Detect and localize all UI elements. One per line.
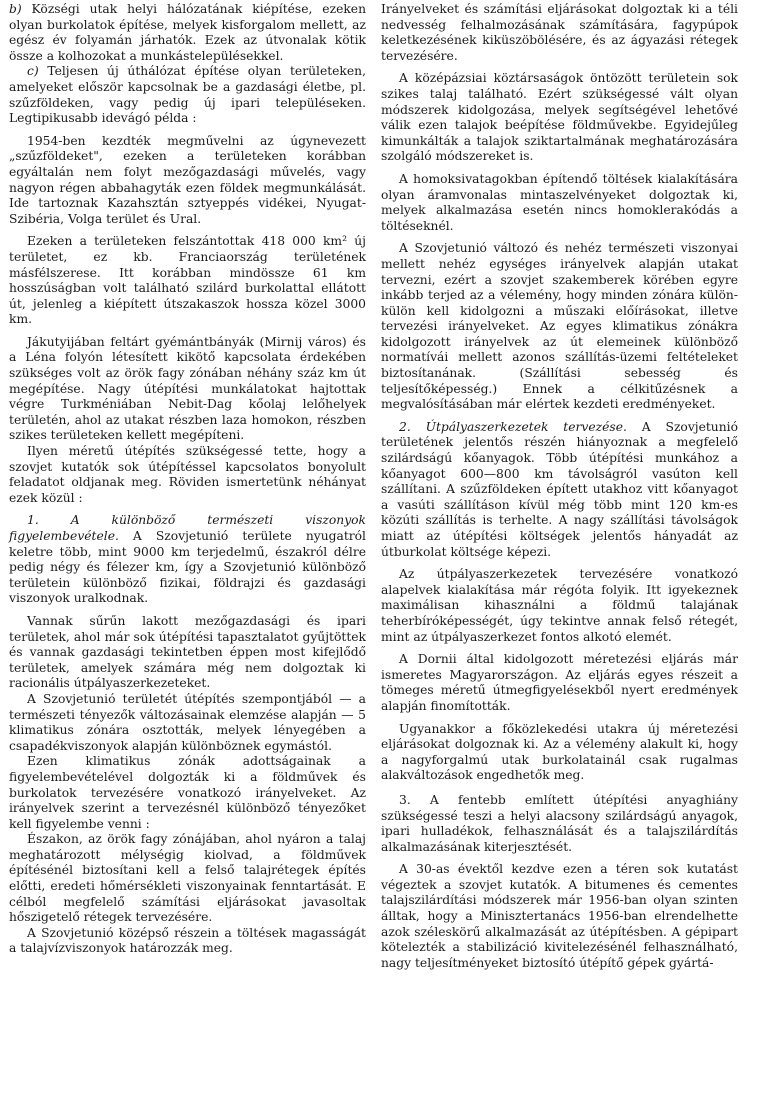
paragraph: Ugyanakkor a főközlekedési utakra új méretezési eljárásokat dolgoznak ki. Az a vélemény alakult ki, hogy a nagyforgalmú utak burkolatainál csak rugalmas alakváltozások engedhetők meg. [381,721,738,783]
paragraph: A Dornii által kidolgozott méretezési eljárás már ismeretes Magyarországon. Az eljárás egyes részeit a tömeges méretű útmegfigyelésekből nyert eredmények alapján finomították. [381,652,738,713]
paragraph: Az útpályaszerkezetek tervezésére vonatkozó alapelvek kialakítása már régóta folyik. Itt igyekeznek maximálisan kihasználni a földmű talajának teherbíróképességét, úgy tekintve annak felső rétegét, mint az útpályaszerkezet fontos alkotó elemét. [381,567,738,644]
paragraph: A középázsiai köztársaságok öntözött területein sok szikes talaj található. Ezért szükségessé vált olyan módszerek kidolgozása, melyek segítségével lehetővé válik ezen talajok beépítése földművekbe. Egyidejűleg kimunkálták a talajok sziktartalmának meghatározására szolgáló módszereket is. [381,71,738,164]
right-column [381,2,738,1094]
paragraph: Ezeken a területeken felszántottak 418 000 km² új területet, ez kb. Franciaország területének másfélszerese. Itt korábban mindössze 61 km hosszúságban volt található szilárd burkolattal ellátott út, jelenleg a kiépített útszakaszok hossza közel 3000 km. [9,234,366,327]
paragraph: Ilyen méretű útépítés szükségessé tette, hogy a szovjet kutatók sok útépítéssel kapcsolatos bonyolult feladatot oldjanak meg. Röviden ismertetünk néhányat ezek közül : [9,444,366,505]
section-heading: 1. A különböző természeti viszonyok figyelembevétele. [9,513,366,543]
paragraph: c) Teljesen új úthálózat építése olyan területeken, amelyeket először kapcsolnak be a gazdasági életbe, pl. szűzföldeken, vagy pedig új ipari településeken. Legtipikusabb idevágó példa : [9,64,366,126]
paragraph: Vannak sűrűn lakott mezőgazdasági és ipari területek, ahol már sok útépítési tapasztalatot gyűjtöttek és vannak gazdasági tekintetben éppen most kifejlődő területek, amelyek számára még nem dolgoztak ki racionális útpályaszerkezeteket. [9,613,366,691]
section-paragraph: 3. A fentebb említett útépítési anyaghiány szükségessé teszi a helyi alacsony szilárdságú anyagok, ipari hulladékok, felhasználását és a talajszilárdítás alkalmazásának kiterjesztését. [381,792,738,854]
left-column [9,2,366,1094]
paragraph: A Szovjetunió változó és nehéz természeti viszonyai mellett nehéz egységes irányelvek alapján utakat tervezni, ezért a szovjet szakemberek körében egyre inkább terjed az a vélemény, hogy minden zónára külön-külön kell kidolgozni a műszaki előírásokat, illetve tervezési irányelveket. Az egyes klimatikus zónákra kidolgozott irányelvek az út elemeinek különböző normatívái mellett azonos szállítás-üzemi feltételeket biztosítanának. (Szállítási sebesség és teljesítőképesség.) Ennek a célkitűzésnek a megvalósításában már elértek kezdeti eredményeket. [381,241,738,412]
paragraph: Ezen klimatikus zónák adottságainak a figyelembevételével dolgozták ki a földművek és burkolatok tervezésére vonatkozó irányelveket. Az irányelvek szerint a tervezésnél különböző tényezőket kell figyelembe venni : [9,754,366,831]
paragraph: 1954-ben kezdték megművelni az úgynevezett „szűzföldeket", ezeken a területeken korábban egyáltalán nem folyt mezőgazdasági művelés, vagy nagyon régen abbahagyták ezen földek megmunkálását. Ide tartoznak Kazahsztán sztyeppés vidékei, Nyugat-Szibéria, Volga terület és Ural. [9,133,366,226]
paragraph: A Szovjetunió területét útépítés szempontjából — a természeti tényezők változásainak elemzése alapján — 5 klimatikus zónára osztották, melyek lényegében a csapadékviszonyok alapján különböznek egymástól. [9,691,366,753]
section-paragraph: 2. Útpályaszerkezetek tervezése. A Szovjetunió területének jelentős részén hiányoznak a megfelelő szilárdságú kőanyagok. Több útépítési munkához a kőanyagot 600—800 km távolságról vasúton kell szállítani. A szűzföldeken épített utakhoz vitt kőanyagot a vasúti szállításon kívül még több mint 120 km-es közúti szállítás is terhelte. A nagy szállítási távolságok miatt az útépítési költségek jelentős hányadát az útburkolat költsége képezi. [381,419,738,559]
list-marker: b) [9,2,22,16]
paragraph: A homoksivatagokban építendő töltések kialakítására olyan áramvonalas mintaszelvényeket dolgoztak ki, melyek alkalmazása esetén nincs homoklerakódás a töltéseknél. [381,171,738,233]
section-heading: 2. Útpályaszerkezetek tervezése. [399,419,627,434]
paragraph: Jákutyijában feltárt gyémántbányák (Mirnij város) és a Léna folyón létesített kikötő kapcsolata érdekében szükséges volt az örök fagy zónában néhány száz km út megépítése. Nagy útépítési munkálatokat hajtottak végre Turkméniában Nebit-Dag kőolaj lelőhelyek területén, ahol az utakat részben laza homokon, részben szikes területeken kellett megépíteni. [9,334,366,443]
section-paragraph: 1. A különböző természeti viszonyok figyelembevétele. A Szovjetunió területe nyugatról keletre több, mint 9000 km terjedelmű, északról délre pedig négy és félezer km, így a Szovjetunió különböző területein különböző fizikai, földrajzi és gazdasági viszonyok uralkodnak. [9,513,366,606]
paragraph: b) Községi utak helyi hálózatának kiépítése, ezeken olyan burkolatok építése, melyek kisforgalom mellett, az egész év folyamán járhatók. Ezek az útvonalak kötik össze a kolhozokat a munkástelepülésekkel. [9,2,366,63]
paragraph: Irányelveket és számítási eljárásokat dolgoztak ki a téli nedvesség felhalmozásának számítására, fagypúpok keletkezésének kiküszöbölésére, és az ágyazási rétegek tervezésére. [381,2,738,63]
paragraph: A 30-as évektől kezdve ezen a téren sok kutatást végeztek a szovjet kutatók. A bitumenes és cementes talajszilárdítási módszerek már 1956-ban olyan szinten álltak, hogy a Minisztertanács 1956-ban elrendelhette azok széleskörű alkalmazását az útépítésben. A gépipart kötelezték a stabilizáció kivitelezésénél felhasználható, nagy teljesítményeket biztosító útépítő gépek gyártá- [381,862,738,970]
paragraph: Északon, az örök fagy zónájában, ahol nyáron a talaj meghatározott mélységig kiolvad, a földművek építésénél biztosítani kell a felső talajrétegek építés előtti, eredeti hőmérsékleti viszonyainak fenntartását. E célból megfelelő számítási eljárásokat javasoltak hőszigetelő rétegek tervezésére. [9,832,366,925]
list-marker: c) [27,64,39,79]
paragraph: A Szovjetunió középső részein a töltések magasságát a talajvízviszonyok határozzák meg. [9,925,366,956]
